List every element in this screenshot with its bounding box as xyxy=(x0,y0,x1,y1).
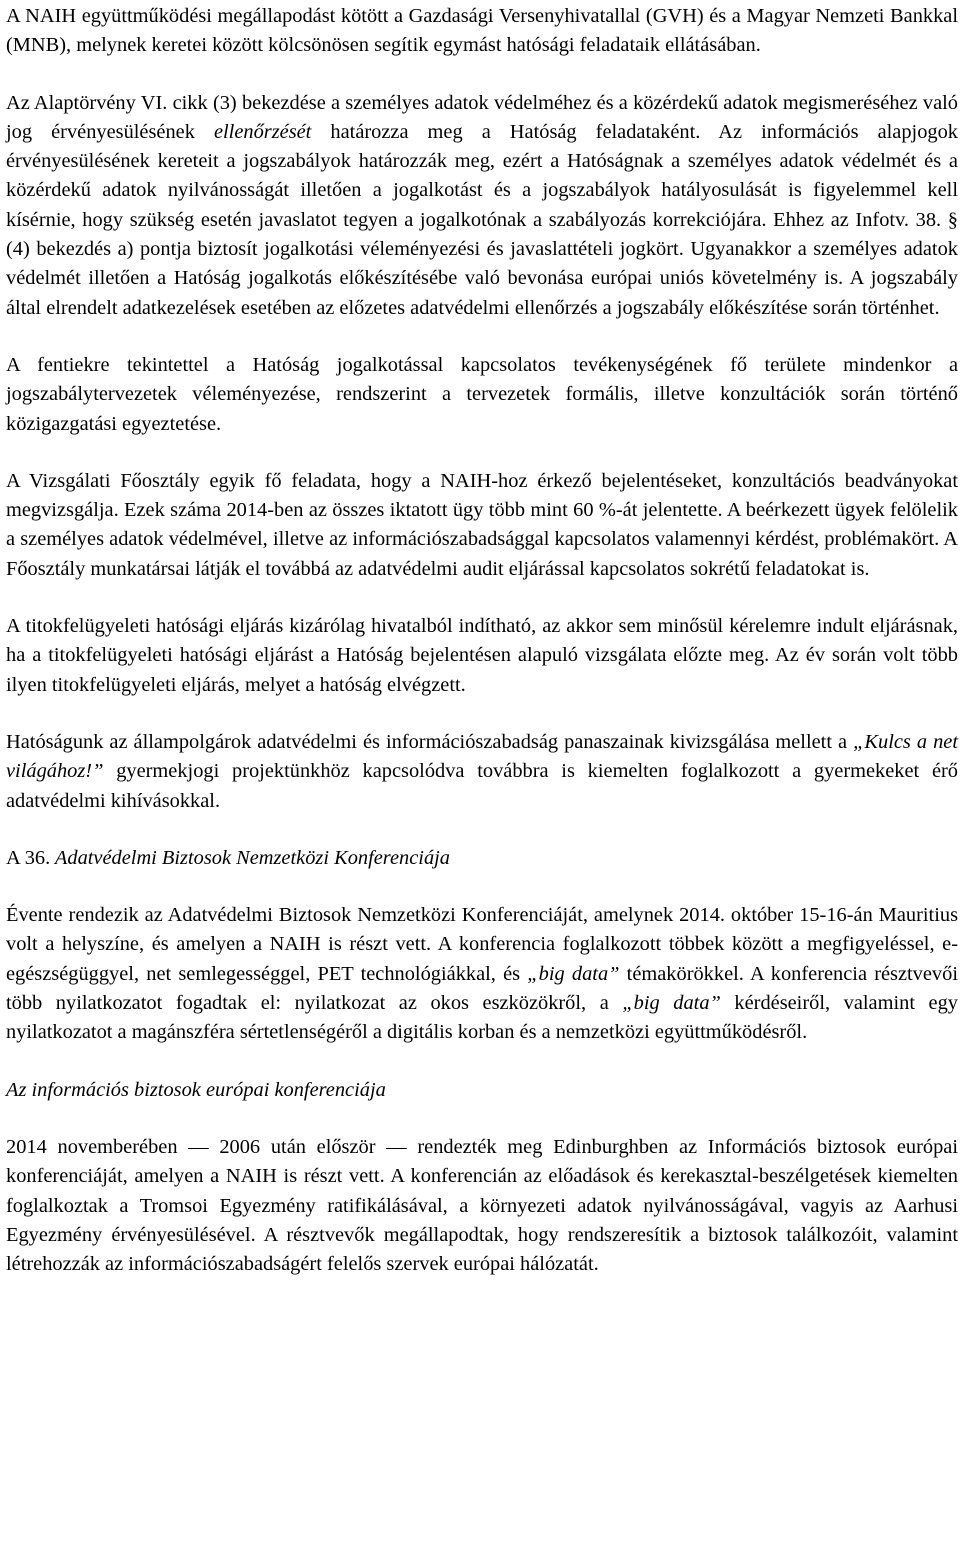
paragraph-fundamental-law xyxy=(6,89,958,323)
paragraph-text: A titokfelügyeleti hatósági eljárás kizárólag hivatalból indítható, az akkor sem minősül kérelemre indult eljárásnak, ha a titokfelügyeleti hatósági eljárást a Hatóság bejelentésen alapuló vizsgálata előzte meg. Az év során volt több ilyen titokfelügyeleti eljárás, melyet a hatóság elvégzett. xyxy=(6,615,958,696)
paragraph-european-conference xyxy=(6,1133,958,1279)
heading-title: Az információs biztosok európai konferenciája xyxy=(6,1078,386,1101)
section-heading-international-conference xyxy=(6,844,958,873)
paragraph-text: témakörökkel. A konferencia résztvevői több nyilatkozatot fogadtak el: nyilatkozat az okos eszközökről, a xyxy=(6,962,958,1015)
paragraph-secrecy-supervision xyxy=(6,612,958,700)
document-page xyxy=(6,2,958,1307)
paragraph-text: 2014 novemberében — 2006 után először — rendezték meg Edinburghben az Információs biztosok európai konferenciáját, amelyen a NAIH is részt vett. A konferencián az előadások és kerekasztal-beszélgetések kiemelten foglalkoztak a Tromsoi Egyezmény ratifikálásával, a környezeti adatok nyilvánosságával, vagyis az Aarhusi Egyezmény érvényesülésével. A résztvevők megállapodtak, hogy rendszeresítik a biztosok találkozóit, valamint létrehozzák az információszabadságért felelős szervek európai hálózatát. xyxy=(6,1135,958,1276)
paragraph-text: A fentiekre tekintettel a Hatóság jogalkotással kapcsolatos tevékenységének fő területe mindenkor a jogszabálytervezetek véleményezése, rendszerint a tervezetek formális, illetve konzultációk során történő közigazgatási egyeztetése. xyxy=(6,353,958,435)
paragraph-text: Hatóságunk az állampolgárok adatvédelmi és információszabadság panaszainak kivizsgálása mellett a xyxy=(6,730,854,753)
emphasis-text: „Kulcs a net világához!” xyxy=(6,730,958,783)
emphasis-text: „big data” xyxy=(527,962,620,985)
paragraph-text: A Vizsgálati Főosztály egyik fő feladata, hogy a NAIH-hoz érkező bejelentéseket, konzultációs beadványokat megvizsgálja. Ezek száma 2014-ben az összes iktatott ügy több mint 60 %-át jelentette. A beérkezett ügyek felölelik a személyes adatok védelmével, illetve az információszabadsággal kapcsolatos valamennyi kérdést, problémakört. A Főosztály munkatársai látják el továbbá az adatvédelmi audit eljárással kapcsolatos sokrétű feladatokat is. xyxy=(6,469,958,580)
heading-title: Adatvédelmi Biztosok Nemzetközi Konferenciája xyxy=(50,846,450,869)
section-heading-european-conference xyxy=(6,1076,958,1105)
paragraph-text: kérdéseiről, valamint egy nyilatkozatot a magánszféra sértetlenségéről a digitális korban és a nemzetközi együttműködésről. xyxy=(6,992,958,1044)
paragraph-text: gyermekjogi projektünkhöz kapcsolódva továbbra is kiemelten foglalkozott a gyermekeket érő adatvédelmi kihívásokkal. xyxy=(6,760,958,812)
emphasis-text: ellenőrzését xyxy=(213,120,312,143)
heading-number: A 36. xyxy=(6,846,51,869)
paragraph-investigation-department xyxy=(6,467,958,584)
paragraph-text: A NAIH együttműködési megállapodást kötött a Gazdasági Versenyhivatallal (GVH) és a Magyar Nemzeti Bankkal (MNB), melynek keretei között kölcsönösen segítik egymást hatósági feladataik ellátásában. xyxy=(6,5,958,57)
paragraph-cooperation-agreement xyxy=(6,2,958,61)
paragraph-international-conference xyxy=(6,901,958,1047)
paragraph-text: Évente rendezik az Adatvédelmi Biztosok Nemzetközi Konferenciáját, amelynek 2014. október 15-16-án Mauritius volt a helyszíne, és amelyen a NAIH is részt vett. A konferencia foglalkozott többek között a megfigyeléssel, e-egészségüggyel, net semlegességgel, PET technológiákkal, és xyxy=(6,904,958,985)
paragraph-legislation-activity xyxy=(6,351,958,439)
paragraph-text: Az Alaptörvény VI. cikk (3) bekezdése a személyes adatok védelméhez és a közérdekű adatok megismeréséhez való jog érvényesülésének xyxy=(6,91,958,143)
paragraph-text: határozza meg a Hatóság feladataként. Az információs alapjogok érvényesülésének kereteit a jogszabályok határozzák meg, ezért a Hatóságnak a személyes adatok védelmét és a közérdekű adatok nyilvánosságát illetően a jogalkotást és a jogszabályok hatályosulását is figyelemmel kell kísérnie, hogy szükség esetén javaslatot tegyen a jogalkotónak a szabályozás korrekciójára. Ehhez az Infotv. 38. § (4) bekezdés a) pontja biztosít jogalkotási véleményezési és javaslattételi jogkört. Ugyanakkor a személyes adatok védelmét illetően a Hatóság jogalkotás előkészítésébe való bevonása európai uniós követelmény is. A jogszabály által elrendelt adatkezelések esetében az előzetes adatvédelmi ellenőrzés a jogszabály előkészítése során történhet. xyxy=(6,120,958,319)
paragraph-children-project xyxy=(6,728,958,816)
emphasis-text: „big data” xyxy=(622,992,721,1015)
